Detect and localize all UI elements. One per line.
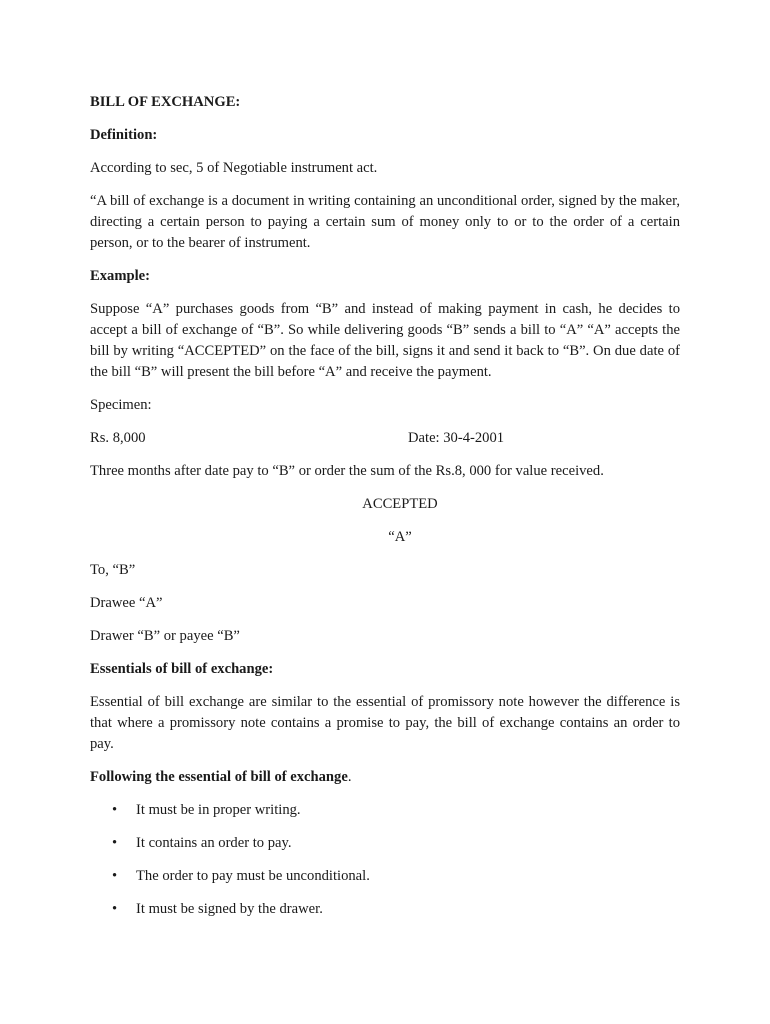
list-item [90, 899, 680, 920]
list-item [90, 866, 680, 887]
list-item-text: The order to pay must be unconditional. [136, 868, 370, 884]
specimen-accepted: ACCEPTED [362, 496, 438, 512]
specimen-order-text: Three months after date pay to “B” or order the sum of the Rs.8, 000 for value received. [90, 463, 604, 479]
bullet-icon: • [112, 868, 118, 884]
specimen-amount-date-row [90, 428, 680, 449]
essentials-list-heading [90, 767, 680, 788]
definition-heading: Definition: [90, 127, 158, 143]
essentials-list-heading-suffix: . [347, 769, 352, 785]
specimen-acceptor: “A” [388, 529, 412, 545]
definition-reference: According to sec, 5 of Negotiable instrument act. [90, 160, 378, 176]
list-item [90, 833, 680, 854]
essentials-list [90, 800, 680, 920]
example-heading: Example: [90, 268, 150, 284]
specimen-drawee: Drawee “A” [90, 595, 163, 611]
example-text: Suppose “A” purchases goods from “B” and instead of making payment in cash, he decides to accept a bill of exchange of “B”. So while delivering goods “B” sends a bill to “A” “A” accepts the bill by writing “ACCEPTED” on the face of the bill, signs it and send it back to “B”. On due date of the bill “B” will present the bill before “A” and receive the payment. [90, 301, 680, 380]
bullet-icon: • [112, 802, 118, 818]
list-item-text: It must be in proper writing. [136, 802, 301, 818]
document-title: BILL OF EXCHANGE: [90, 94, 241, 110]
essentials-heading: Essentials of bill of exchange: [90, 661, 274, 677]
list-item-text: It must be signed by the drawer. [136, 901, 323, 917]
document-page [90, 92, 680, 932]
bullet-icon: • [112, 901, 118, 917]
definition-text: “A bill of exchange is a document in writing containing an unconditional order, signed by the maker, directing a certain person to paying a certain sum of money only to or to the order of a certain person, or to the bearer of instrument. [90, 193, 680, 251]
specimen-drawer: Drawer “B” or payee “B” [90, 628, 240, 644]
specimen-amount: Rs. 8,000 [90, 430, 146, 446]
essentials-text: Essential of bill exchange are similar to the essential of promissory note however the difference is that where a promissory note contains a promise to pay, the bill of exchange contains an order to pay. [90, 694, 680, 752]
specimen-to: To, “B” [90, 562, 136, 578]
bullet-icon: • [112, 835, 118, 851]
essentials-list-heading-text: Following the essential of bill of exchange [90, 769, 348, 785]
list-item-text: It contains an order to pay. [136, 835, 292, 851]
list-item [90, 800, 680, 821]
specimen-date: Date: 30-4-2001 [408, 430, 505, 446]
specimen-label: Specimen: [90, 397, 152, 413]
